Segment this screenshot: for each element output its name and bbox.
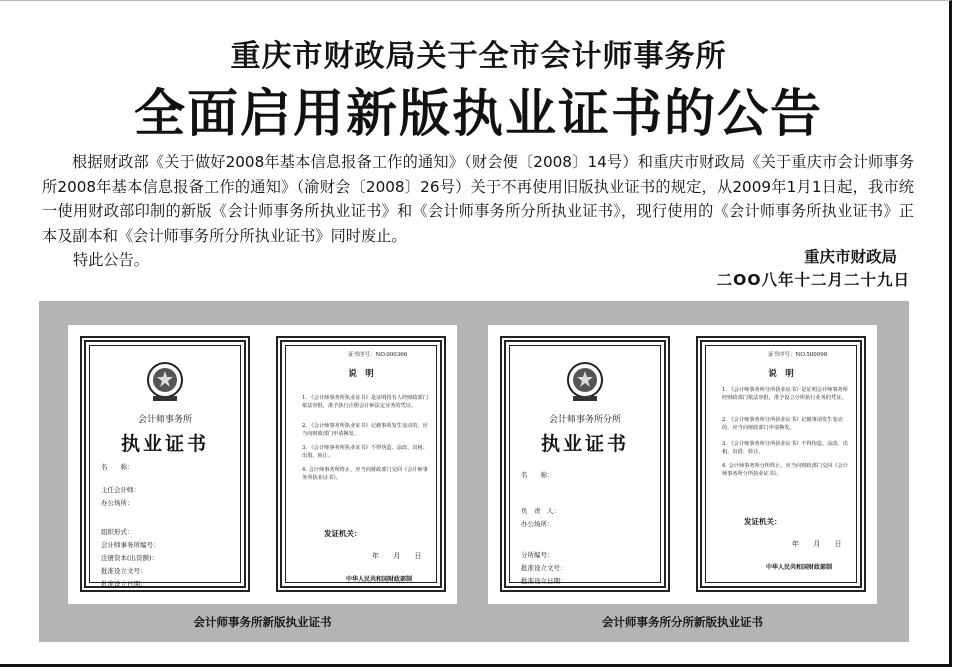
field-label: 办公场所： (521, 520, 554, 528)
issue-date: 年 月 日 (372, 552, 428, 560)
closing-text: 特此公告。 (73, 251, 149, 269)
certificate-heading: 执业证书 (540, 433, 629, 455)
field-label: 名 称： (101, 463, 134, 471)
field-label: 组织形式： (101, 528, 134, 536)
field-label: 会计师事务所编号： (101, 541, 160, 549)
field-label: 分所编号： (521, 551, 554, 559)
printer-label: 中华人民共和国财政部制 (766, 564, 833, 571)
signature-org: 重庆市财政局 (803, 248, 897, 266)
explanation-item: 1. 《会计师事务所分所执业证书》是证明会计师事务所经财政部门依法审批，准予设立分所执行业务的凭证。 (722, 387, 848, 401)
certificate-firm (68, 325, 457, 604)
certificate-notes-page (696, 336, 866, 592)
certificate-heading: 执业证书 (120, 433, 209, 455)
explanation-item: 1. 《会计师事务所执业证书》是证明持有人经财政部门依法审批，准予执行注册会计师法定业务的凭证。 (302, 395, 428, 409)
field-label: 负 责 人： (521, 507, 560, 515)
certificate-cover-page (500, 336, 670, 592)
issuing-authority: 发证机关： (744, 517, 782, 526)
field-label: 批准设立文号： (521, 564, 567, 572)
serial-number: 证书序号：NO.500098 (768, 352, 828, 358)
field-label: 主任会计师： (101, 486, 140, 494)
printer-label: 中华人民共和国财政部制 (346, 576, 413, 583)
certificate-caption: 会计师事务所分所新版执业证书 (602, 615, 763, 629)
explanation-item: 3. 《会计师事务所执业证书》不得伪造、涂改、出租、出借、转让。 (302, 445, 428, 459)
certificate-cover-page (80, 336, 250, 592)
certificate-notes-page (276, 336, 446, 592)
issue-date: 年 月 日 (792, 540, 848, 548)
field-label: 批准设立日期： (521, 577, 567, 585)
certificate-branch (488, 325, 877, 604)
explanation-item: 3. 《会计师事务所分所执业证书》不得伪造、涂改、出租、出借、转让。 (722, 441, 848, 455)
explanation-item: 2. 《会计师事务所分所执业证书》记载事项发生变动的，应当向财政部门申请换发。 (722, 417, 843, 431)
serial-number: 证书序号：NO.000366 (348, 352, 408, 358)
title-line-1: 重庆市财政局关于全市会计师事务所 (230, 39, 727, 74)
org-type-label: 会计师事务所 (137, 415, 192, 425)
body-paragraph: 根据财政部《关于做好2008年基本信息报备工作的通知》（财会便〔2008〕14号）和重庆市财政局《关于重庆市会计师事务所2008年基本信息报备工作的通知》（渝财会〔2008〕26号）关于不再使用旧版执业证书的规定，从2009年1月1日起，我市统一使用财政部印制的新版《会计师事务所执业证书》和《会计师事务所分所执业证书》，现行使用的《会计师事务所执业证书》正本及副本和《会计师事务所分所执业证书》同时废止。 (42, 153, 914, 245)
explanation-title: 说 明 (348, 369, 374, 379)
explanation-item: 4. 会计师事务所终止，应当向财政部门交回《会计师事务所执业证书》。 (302, 467, 428, 481)
field-label: 注册资本(出资额)： (101, 554, 159, 562)
field-label: 批准设立文号： (101, 567, 147, 575)
certificate-caption: 会计师事务所新版执业证书 (193, 615, 332, 629)
field-label: 名 称： (521, 471, 554, 479)
explanation-item: 4. 会计师事务所分所终止，应当向财政部门交回《会计师事务所分所执业证书》。 (722, 463, 848, 477)
title-line-2: 全面启用新版执业证书的公告 (133, 84, 823, 144)
explanation-title: 说 明 (768, 369, 794, 379)
field-label: 批准设立日期： (101, 580, 147, 588)
national-emblem-icon (561, 360, 609, 404)
signature-date: 二OO八年十二月二十九日 (716, 271, 910, 289)
org-type-label: 会计师事务所分所 (548, 415, 621, 425)
national-emblem-icon (141, 360, 189, 404)
field-label: 办公场所： (101, 499, 134, 507)
issuing-authority: 发证机关： (324, 529, 362, 538)
explanation-item: 2. 《会计师事务所执业证书》记载事项发生变动的，应当向财政部门申请换发。 (302, 423, 428, 437)
